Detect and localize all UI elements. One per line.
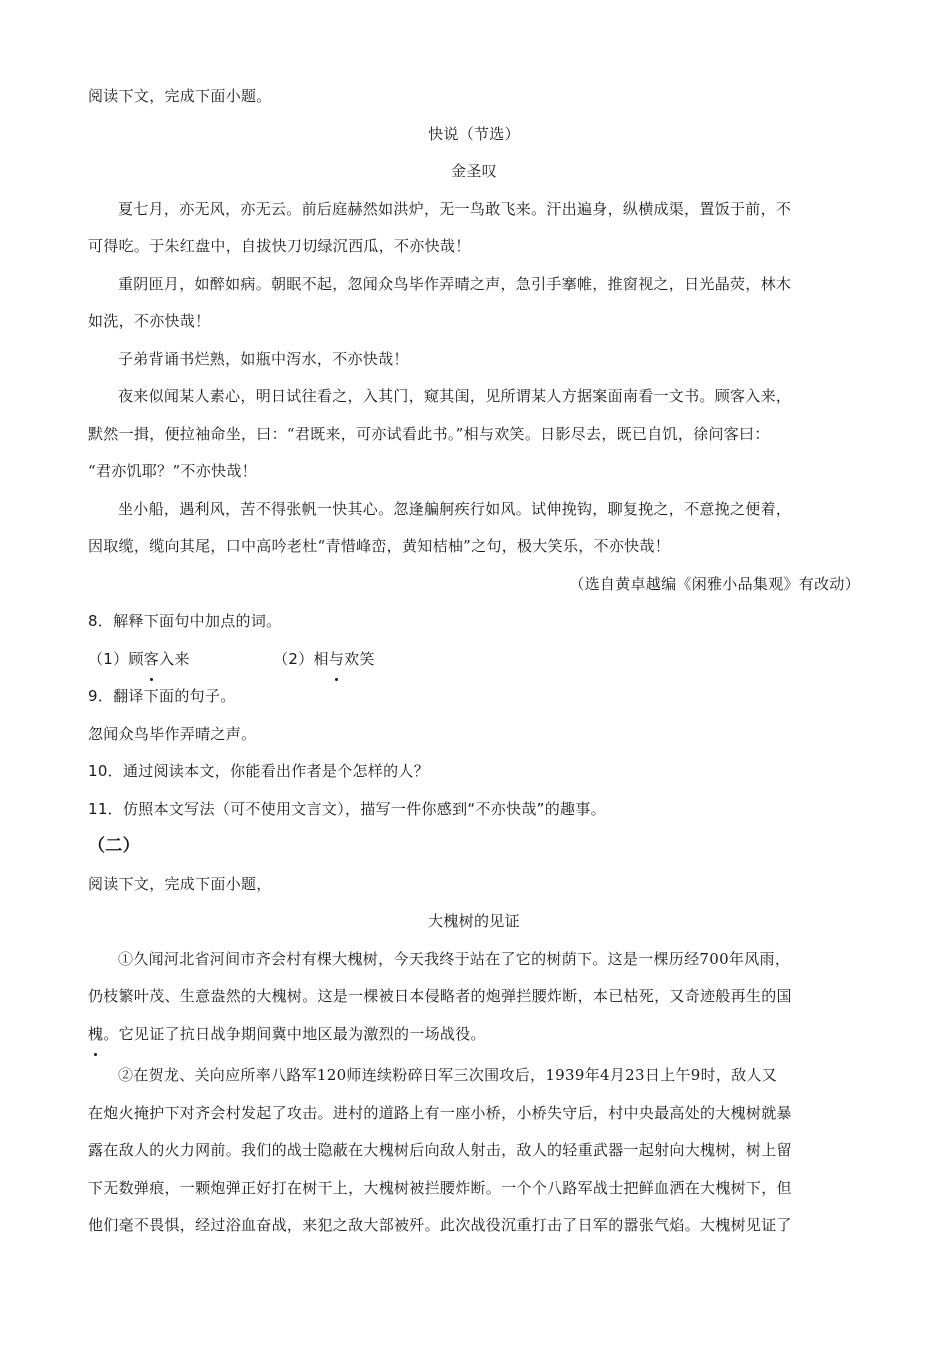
article-title: 大槐树的见证: [428, 912, 520, 930]
text-line: ②在贺龙、关向应所率八路军120师连续粉碎日军三次围攻后，1939年4月23日上午9时，敌人又: [118, 1066, 778, 1084]
text-line: [88, 1016, 860, 1054]
text-line: 露在敌人的火力网前。我们的战士隐蔽在大槐树后向敌人射击，敌人的轻重武器一起射向大槐树，树上留: [88, 1141, 792, 1159]
question-9-sentence: 忽闻众鸟毕作弄晴之声。: [88, 724, 257, 743]
section2-heading: （二）: [88, 836, 140, 856]
text-line: 仍枝繁叶茂、生意盎然的大槐树。这是一棵被日本侵略者的炮弹拦腰炸断，本已枯死，又奇迹般再生的国: [88, 987, 792, 1005]
q8-option-1: [88, 641, 268, 679]
text-line: 如洗，不亦快哉！: [88, 312, 211, 330]
source-citation: （选自黄卓越编《闲雅小品集观》有改动）: [569, 574, 860, 593]
section1-paragraph: [88, 266, 860, 341]
text-line: “君亦饥耶？”不亦快哉！: [88, 462, 257, 480]
q8-opt1-dotted-char: 客: [144, 641, 159, 679]
section2-paragraph-2: [88, 1057, 860, 1245]
text-line: 子弟背诵书烂熟，如瓶中泻水，不亦快哉！: [118, 349, 409, 368]
question-10: 10．通过阅读本文，你能看出作者是个怎样的人？: [88, 762, 429, 780]
text-line: 可得吃。于朱红盘中，自拔快刀切绿沉西瓜，不亦快哉！: [88, 237, 471, 255]
section1-intro: 阅读下文，完成下面小题。: [88, 87, 272, 105]
q8-option-2: [273, 641, 375, 679]
text-line: 坐小船，遇利风，苦不得张帆一快其心。忽逢艑舸疾行如风。试伸挽钩，聊复挽之，不意挽之便着，: [118, 499, 792, 518]
section2-intro: 阅读下文，完成下面小题，: [88, 874, 272, 893]
text-line: 夏七月，亦无风，亦无云。前后庭赫然如洪炉，无一鸟敢飞来。汗出遍身，纵横成渠，置饭于前，不: [118, 199, 792, 218]
section1-paragraph: [88, 491, 860, 566]
poem-title: 快说（节选）: [428, 124, 520, 143]
question-11: 11．仿照本文写法（可不使用文言文），描写一件你感到“不亦快哉”的趣事。: [88, 799, 606, 818]
section1-paragraph: [88, 341, 860, 379]
text-line: 他们毫不畏惧，经过浴血奋战，来犯之敌大部被歼。此次战役沉重打击了日军的嚣张气焰。大槐树见证了: [88, 1216, 792, 1234]
poem-author: 金圣叹: [451, 162, 497, 180]
q8-opt2-dotted-char: 与: [329, 641, 344, 679]
question-9: 9．翻译下面的句子。: [88, 687, 236, 705]
text-run: 。它见证了抗日战争期间冀中地区最为激烈的一场战役。: [103, 1024, 486, 1043]
section1-paragraph: [88, 378, 860, 491]
text-line: ①久闻河北省河间市齐会村有棵大槐树，今天我终于站在了它的树荫下。这是一棵历经700年风雨，: [118, 949, 791, 968]
q8-opt2-suffix: 欢笑: [344, 649, 375, 668]
text-line: 在炮火掩护下对齐会村发起了攻击。进村的道路上有一座小桥，小桥失守后，村中央最高处的大槐树就暴: [88, 1103, 792, 1122]
section1-paragraph: [88, 191, 860, 266]
q8-opt1-suffix: 入来: [159, 649, 190, 668]
q8-opt2-prefix: （2）相: [273, 649, 329, 668]
text-line: 下无数弹痕，一颗炮弹正好打在树干上，大槐树被拦腰炸断。一个个八路军战士把鲜血洒在大槐树下，但: [88, 1178, 792, 1197]
question-8-options: [88, 641, 860, 679]
text-line: 因取缆，缆向其尾，口中高吟老杜“青惜峰峦，黄知桔柚”之句，极大笑乐，不亦快哉！: [88, 537, 671, 555]
section2-paragraph-1: [88, 941, 860, 1054]
dotted-char: 槐: [88, 1016, 103, 1054]
question-8: 8．解释下面句中加点的词。: [88, 612, 282, 630]
text-line: 默然一揖，便拉袖命坐，曰：“君既来，可亦试看此书。”相与欢笑。日影尽去，既已自饥，徐问客曰：: [88, 424, 770, 443]
text-line: 重阴匝月，如醉如病。朝眠不起，忽闻众鸟毕作弄晴之声，急引手搴帷，推窗视之，日光晶荧，林木: [118, 274, 792, 293]
document-page: [88, 78, 860, 1245]
text-line: 夜来似闻某人素心，明日试往看之，入其门，窥其闺，见所谓某人方据案面南看一文书。顾客入来，: [118, 387, 792, 405]
q8-opt1-prefix: （1）顾: [88, 649, 144, 668]
